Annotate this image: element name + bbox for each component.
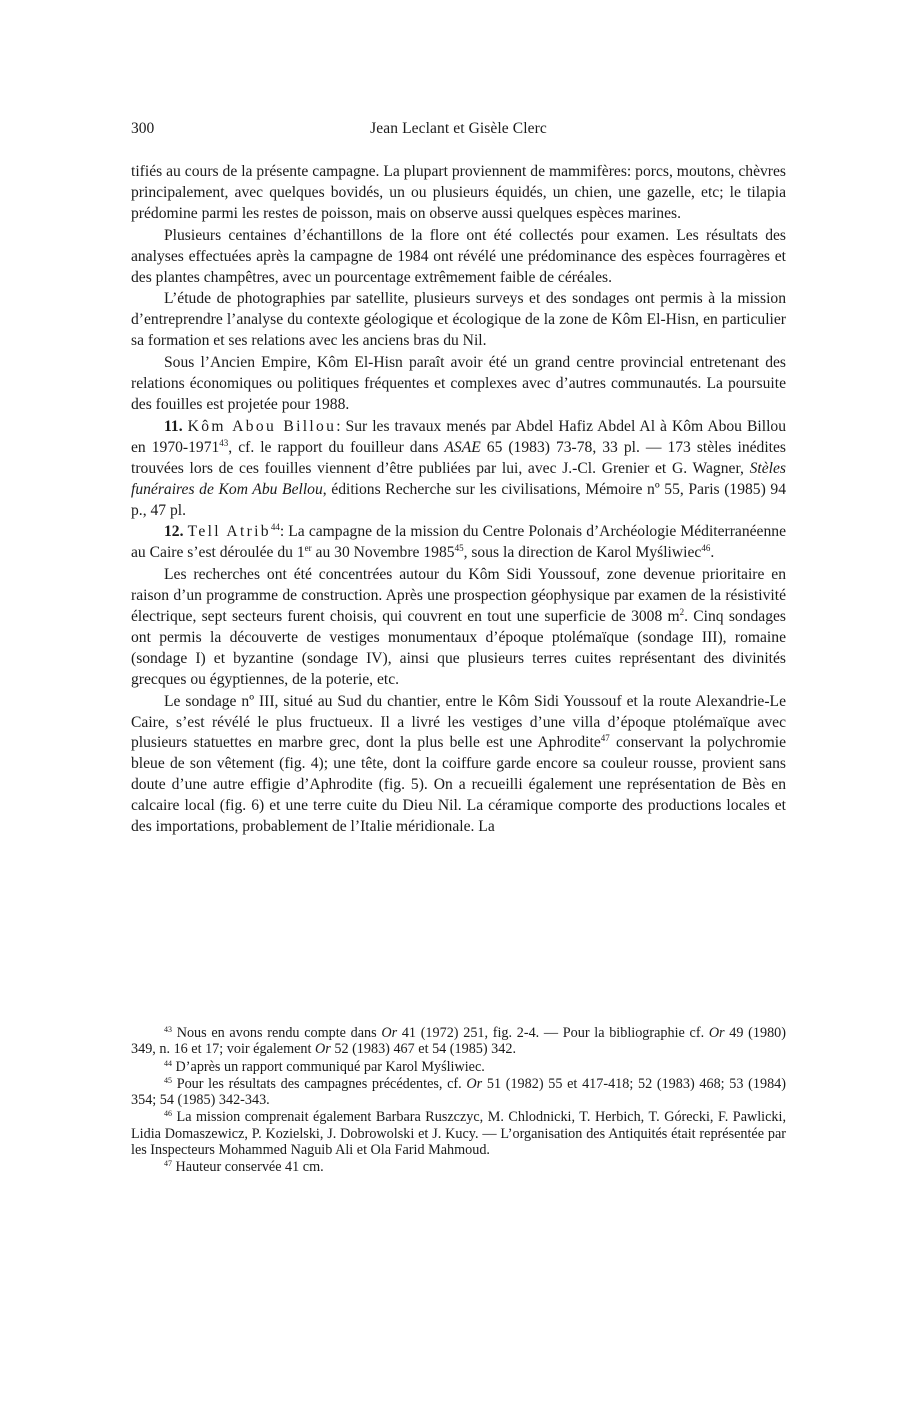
footnote-45: $^{45}$ Pour les résultats des campagnes précédentes, cf. Or 51 (1982) 55 et 417-418; 52 (1983) 468; 53 (1984) 354; 54 (1985) 342-343. — [131, 1075, 786, 1109]
book-title: Stèles funéraires de Kom Abu Bellou — [131, 459, 786, 498]
footnote-43: $^{43}$ Nous en avons rendu compte dans Or 41 (1972) 251, fig. 2-4. — Pour la bibliographie cf. Or 49 (1980) 349, n. 16 et 17; voir également Or 52 (1983) 467 et 54 (1985) 342. — [131, 1025, 786, 1058]
paragraph-1: tifiés au cours de la présente campagne. La plupart proviennent de mammifères: porcs, moutons, chèvres principalement, avec quelques bovidés, un ou plusieurs équidés, un chien, une gazelle, etc; le tilapia prédomine parmi les restes de poisson, mais on observe aussi quelques espèces marines. — [131, 163, 786, 222]
footnote-44: $^{44}$ D’après un rapport communiqué par Karol Myśliwiec. — [164, 1058, 485, 1075]
footnotes — [131, 1025, 786, 1177]
footnote-ref-46: 46 — [701, 543, 711, 554]
paragraph-sondage-iii: Le sondage nº III, situé au Sud du chantier, entre le Kôm Sidi Youssouf et la route Alexandrie-Le Caire, s’est révélé le plus fructueux. Il a livré les vestiges d’une villa d’époque ptolémaïque avec plusieurs statuettes en marbre grec, dont la plus belle est une Aphrodite$^{47}$ conservant la polychromie bleue de son vêtement (fig. 4); une tête, dont la coiffure garde encore sa couleur rousse, provient sans doute d’une autre effigie d’Aphrodite (fig. 5). On a recueilli également une représentation de Bès en calcaire local (fig. 6) et une terre cuite du Dieu Nil. La céramique comporte des productions locales et des importations, probablement de l’Italie méridionale. La — [131, 692, 786, 836]
journal-title: ASAE — [444, 438, 481, 456]
footnote-ref-43: 43 — [219, 437, 229, 448]
running-title: Jean Leclant et Gisèle Clerc — [370, 120, 547, 137]
paragraph-kom-abou-billou: 11. Kôm Abou Billou: Sur les travaux menés par Abdel Hafiz Abdel Al à Kôm Abou Billou en 1970-1971$^{43}$, cf. le rapport du fouilleur dans ASAE 65 (1983) 73-78, 33 pl. — 173 stèles inédites trouvées lors de ces fouilles viennent d’être publiées par lui, avec J.-Cl. Grenier et G. Wagner, Stèles funéraires de Kom Abu Bellou, éditions Recherche sur les civilisations, Mémoire nº 55, Paris (1985) 94 p., 47 pl. — [131, 417, 787, 519]
ordinal-suffix: er — [304, 543, 312, 554]
square-exponent: 2 — [679, 607, 685, 618]
section-number: 12. — [164, 523, 184, 541]
footnote-46: $^{46}$ La mission comprenait également Barbara Ruszczyc, M. Chlodnicki, T. Herbich, T. Górecki, F. Pawlicki, Lidia Domaszewicz, P. Kozielski, J. Dobrowolski et J. Kucy. — L’organisation des Antiquités était représentée par les Inspecteurs Mohammed Naguib Ali et Ola Farid Mahmoud. — [131, 1109, 786, 1159]
footnote-ref-44: 44 — [270, 522, 280, 533]
page-header — [131, 120, 786, 144]
footnote-ref-45: 45 — [454, 543, 464, 554]
paragraph-3: L’étude de photographies par satellite, plusieurs surveys et des sondages ont permis à la mission d’entreprendre l’analyse du contexte géologique et écologique de la zone de Kôm El-Hisn, en particulier sa formation et ses relations avec les anciens bras du Nil. — [131, 290, 786, 350]
paragraph-2: Plusieurs centaines d’échantillons de la flore ont été collectés pour examen. Les résultats des analyses effectuées après la campagne de 1984 ont révélé une prédominance des espèces fourragères et des plantes champêtres, avec un pourcentage extrêmement faible de céréales. — [131, 226, 786, 286]
paragraph-tell-atrib: 12. Tell Atrib$^{44}$: La campagne de la mission du Centre Polonais d’Archéologie Méditerranéenne au Caire s’est déroulée du 1er au 30 Novembre 1985$^{45}$, sous la direction de Karol Myśliwiec$^{46}$. — [131, 522, 786, 562]
footnote-ref-47: 47 — [600, 733, 610, 744]
page-number: 300 — [131, 120, 155, 137]
site-name: Tell Atrib — [187, 523, 271, 541]
section-number: 11. — [164, 417, 183, 435]
footnote-47: $^{47}$ Hauteur conservée 41 cm. — [164, 1159, 324, 1176]
paragraph-4: Sous l’Ancien Empire, Kôm El-Hisn paraît avoir été un grand centre provincial entretenant des relations économiques ou politiques fréquentes et complexes avec d’autres communautés. La poursuite des fouilles est projetée pour 1988. — [131, 354, 786, 413]
paragraph-recherches: Les recherches ont été concentrées autour du Kôm Sidi Youssouf, zone devenue prioritaire en raison d’un programme de construction. Après une prospection géophysique par examen de la résistivité électrique, sept secteurs furent choisis, qui couvrent en tout une superficie de 3008 $m^2$. Cinq sondages ont permis la découverte de vestiges monumentaux d’époque ptolémaïque (sondage III), romaine (sondage I) et byzantine (sondage IV), ainsi que plusieurs terres cuites représentant des divinités grecques ou égyptiennes, de la poterie, etc. — [131, 566, 786, 688]
site-name: Kôm Abou Billou — [187, 417, 337, 435]
main-text — [131, 162, 786, 839]
